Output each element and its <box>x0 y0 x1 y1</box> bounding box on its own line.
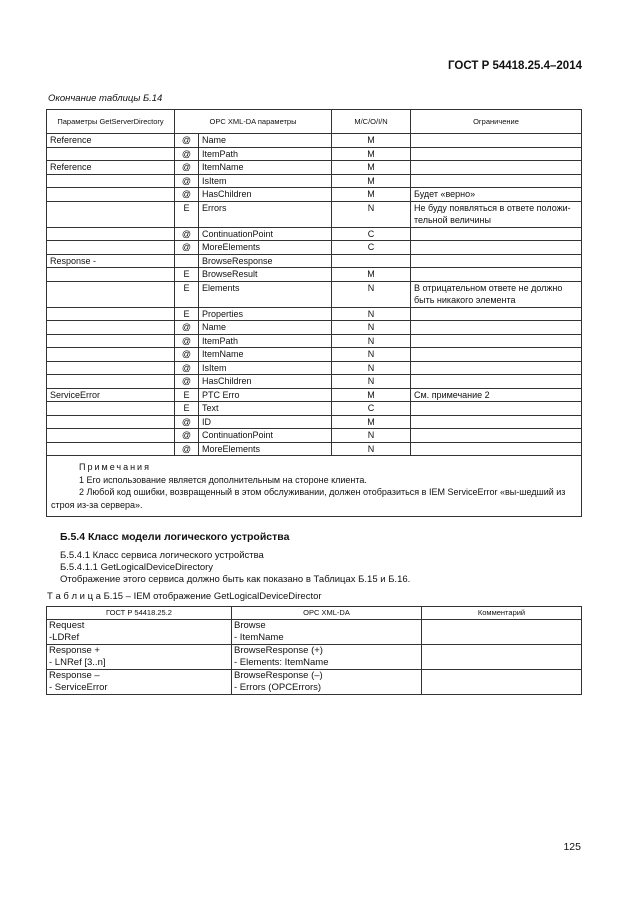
table-cell: Reference <box>47 134 175 148</box>
table-cell: Reference <box>47 161 175 175</box>
note-line: 2 Любой код ошибки, возвращенный в этом обслуживании, должен отобразиться в IEM ServiceError «вы-шедший из строя из-за сервера». <box>51 487 566 510</box>
table-cell <box>47 620 232 645</box>
table-cell: @ <box>175 334 199 348</box>
table-b15-header: ГОСТ Р 54418.25.2 <box>47 607 232 620</box>
table-cell: IsItem <box>199 361 332 375</box>
table-cell: @ <box>175 174 199 188</box>
table-b14-caption: Окончание таблицы Б.14 <box>48 93 163 104</box>
table-row <box>47 388 582 402</box>
table-cell: @ <box>175 442 199 456</box>
table-row <box>47 645 582 670</box>
table-cell: ItemName <box>199 348 332 362</box>
note-line: 1 Его использование является дополнительным на стороне клиента. <box>79 474 367 485</box>
table-cell <box>422 620 582 645</box>
subsection-line: Б.5.4.1 Класс сервиса логического устройства <box>60 550 264 561</box>
table-cell <box>175 254 199 268</box>
table-b14-header: M/C/O/I/N <box>332 110 411 134</box>
table-cell <box>422 645 582 670</box>
table-b14-header: Параметры GetServerDirectory <box>47 110 175 134</box>
cell-line: - Errors (OPCErrors) <box>234 682 322 693</box>
standard-code: ГОСТ Р 54418.25.4–2014 <box>448 60 582 72</box>
notes-title: Примечания <box>79 462 151 472</box>
table-row <box>47 201 582 227</box>
table-cell <box>232 620 422 645</box>
table-cell <box>47 348 175 362</box>
table-row <box>47 361 582 375</box>
table-cell <box>411 415 582 429</box>
table-row <box>47 161 582 175</box>
table-cell <box>47 415 175 429</box>
table-cell <box>411 161 582 175</box>
table-cell: M <box>332 415 411 429</box>
table-row <box>47 147 582 161</box>
table-row <box>47 241 582 255</box>
table-cell: @ <box>175 429 199 443</box>
table-cell: @ <box>175 241 199 255</box>
table-cell: N <box>332 201 411 227</box>
table-cell <box>411 174 582 188</box>
table-cell: @ <box>175 361 199 375</box>
table-cell <box>47 402 175 416</box>
table-row <box>47 415 582 429</box>
table-cell: ContinuationPoint <box>199 227 332 241</box>
table-cell: HasChildren <box>199 375 332 389</box>
table-cell: @ <box>175 161 199 175</box>
table-b14-notes <box>47 456 582 517</box>
table-cell <box>411 375 582 389</box>
table-cell: N <box>332 281 411 307</box>
cell-line: -LDRef <box>49 632 80 643</box>
table-cell <box>232 645 422 670</box>
table-cell: В отрицательном ответе не должно быть никакого элемента <box>411 281 582 307</box>
table-cell: Response - <box>47 254 175 268</box>
table-cell <box>411 361 582 375</box>
table-row <box>47 254 582 268</box>
table-cell <box>232 670 422 695</box>
table-cell: IsItem <box>199 174 332 188</box>
table-cell <box>411 334 582 348</box>
cell-line: Request <box>49 620 85 631</box>
table-cell: @ <box>175 415 199 429</box>
table-cell: Errors <box>199 201 332 227</box>
table-cell <box>47 281 175 307</box>
table-cell: C <box>332 241 411 255</box>
table-cell <box>47 645 232 670</box>
table-row <box>47 442 582 456</box>
table-cell <box>411 268 582 282</box>
table-cell <box>47 670 232 695</box>
table-cell: ContinuationPoint <box>199 429 332 443</box>
table-cell: ID <box>199 415 332 429</box>
table-cell <box>47 227 175 241</box>
table-cell <box>411 227 582 241</box>
table-cell: Будет «верно» <box>411 188 582 202</box>
table-cell: M <box>332 134 411 148</box>
table-row <box>47 670 582 695</box>
table-cell <box>47 174 175 188</box>
table-row <box>47 375 582 389</box>
table-cell: @ <box>175 321 199 335</box>
table-cell: C <box>332 227 411 241</box>
table-cell: N <box>332 348 411 362</box>
table-b15-header: Комментарий <box>422 607 582 620</box>
cell-line: - ServiceError <box>49 682 108 693</box>
cell-line: - LNRef [3..n] <box>49 657 106 668</box>
table-cell: Elements <box>199 281 332 307</box>
table-cell: ItemName <box>199 161 332 175</box>
table-cell: PTC Erro <box>199 388 332 402</box>
table-cell: См. примечание 2 <box>411 388 582 402</box>
table-cell <box>411 307 582 321</box>
table-cell: M <box>332 268 411 282</box>
table-cell <box>411 402 582 416</box>
table-cell <box>47 334 175 348</box>
table-cell <box>411 442 582 456</box>
table-cell: E <box>175 201 199 227</box>
table-cell: ItemPath <box>199 147 332 161</box>
table-b14-header: OPC XML-DA параметры <box>175 110 332 134</box>
table-cell: @ <box>175 227 199 241</box>
table-cell: C <box>332 402 411 416</box>
table-cell: Name <box>199 134 332 148</box>
table-row <box>47 307 582 321</box>
cell-line: Response + <box>49 645 100 656</box>
cell-line: Response – <box>49 670 100 681</box>
table-cell: Не буду появляться в ответе положи-тельной величины <box>411 201 582 227</box>
table-cell: E <box>175 307 199 321</box>
table-cell: @ <box>175 147 199 161</box>
table-cell: N <box>332 442 411 456</box>
table-cell <box>47 201 175 227</box>
table-cell: N <box>332 361 411 375</box>
table-b14-header: Ограничение <box>411 110 582 134</box>
table-cell: Name <box>199 321 332 335</box>
table-cell <box>411 321 582 335</box>
table-cell: HasChildren <box>199 188 332 202</box>
table-row <box>47 174 582 188</box>
table-cell <box>47 268 175 282</box>
table-row <box>47 188 582 202</box>
table-row <box>47 429 582 443</box>
table-cell: MoreElements <box>199 241 332 255</box>
table-cell: @ <box>175 188 199 202</box>
table-row <box>47 620 582 645</box>
table-cell: MoreElements <box>199 442 332 456</box>
cell-line: BrowseResponse (+) <box>234 645 323 656</box>
table-cell: @ <box>175 375 199 389</box>
table-cell <box>411 147 582 161</box>
table-cell: E <box>175 268 199 282</box>
table-cell <box>47 147 175 161</box>
table-cell: E <box>175 281 199 307</box>
table-cell <box>47 321 175 335</box>
table-cell <box>47 361 175 375</box>
table-cell <box>411 429 582 443</box>
table-cell <box>47 442 175 456</box>
table-row <box>47 227 582 241</box>
table-cell <box>411 348 582 362</box>
table-cell: Text <box>199 402 332 416</box>
table-cell: M <box>332 147 411 161</box>
table-row <box>47 281 582 307</box>
table-cell: N <box>332 375 411 389</box>
page-number: 125 <box>563 841 581 853</box>
body-text: Отображение этого сервиса должно быть как показано в Таблицах Б.15 и Б.16. <box>60 574 411 585</box>
table-cell: @ <box>175 348 199 362</box>
cell-line: - Elements: ItemName <box>234 657 329 668</box>
table-row <box>47 348 582 362</box>
table-cell <box>47 429 175 443</box>
table-cell: N <box>332 429 411 443</box>
table-cell: BrowseResponse <box>199 254 332 268</box>
table-cell <box>47 241 175 255</box>
table-cell: N <box>332 321 411 335</box>
table-cell <box>332 254 411 268</box>
table-row <box>47 334 582 348</box>
table-b14 <box>46 109 582 517</box>
table-cell <box>411 134 582 148</box>
table-row <box>47 268 582 282</box>
table-row <box>47 134 582 148</box>
table-cell: M <box>332 174 411 188</box>
table-cell: @ <box>175 134 199 148</box>
table-cell <box>411 241 582 255</box>
table-b15-caption: Т а б л и ц а Б.15 – IEM отображение GetLogicalDeviceDirector <box>47 591 322 602</box>
table-cell: M <box>332 161 411 175</box>
table-b15-header: OPC XML-DA <box>232 607 422 620</box>
table-cell <box>47 307 175 321</box>
table-cell: E <box>175 388 199 402</box>
cell-line: Browse <box>234 620 266 631</box>
table-cell <box>411 254 582 268</box>
table-row <box>47 402 582 416</box>
table-cell: E <box>175 402 199 416</box>
subsection-line: Б.5.4.1.1 GetLogicalDeviceDirectory <box>60 562 214 573</box>
section-heading: Б.5.4 Класс модели логического устройства <box>60 531 290 543</box>
table-cell: N <box>332 307 411 321</box>
table-cell: M <box>332 188 411 202</box>
table-row <box>47 321 582 335</box>
table-cell: ItemPath <box>199 334 332 348</box>
table-cell: N <box>332 334 411 348</box>
table-b15 <box>46 606 582 695</box>
table-cell: BrowseResult <box>199 268 332 282</box>
table-cell: M <box>332 388 411 402</box>
table-cell <box>47 188 175 202</box>
cell-line: BrowseResponse (–) <box>234 670 323 681</box>
table-cell <box>422 670 582 695</box>
table-cell: ServiceError <box>47 388 175 402</box>
table-cell: Properties <box>199 307 332 321</box>
cell-line: - ItemName <box>234 632 284 643</box>
table-cell <box>47 375 175 389</box>
